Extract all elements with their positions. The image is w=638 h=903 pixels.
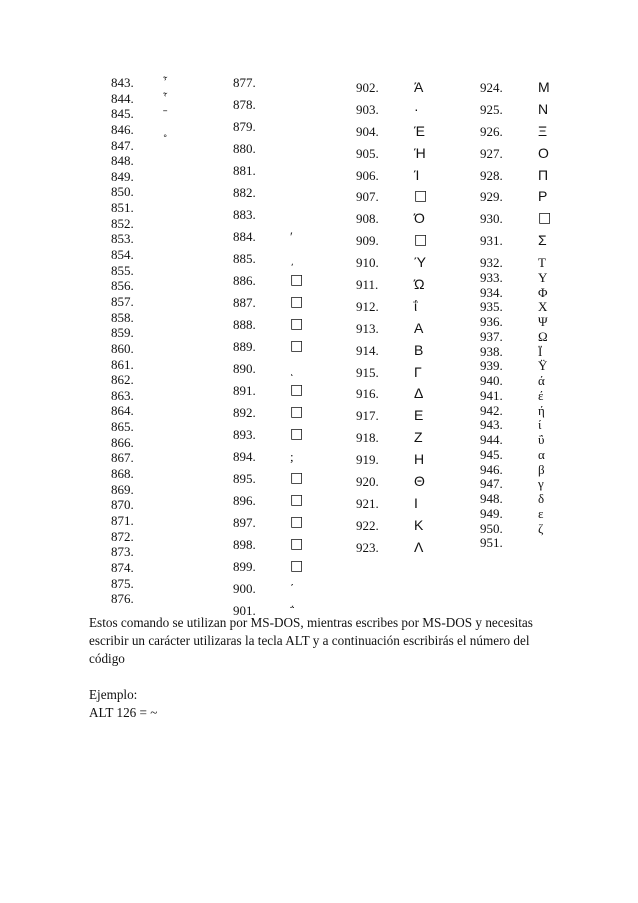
- code-number: 906.: [356, 167, 379, 183]
- code-row: [480, 124, 590, 146]
- code-row: [480, 314, 590, 329]
- code-number: 882.: [233, 185, 256, 200]
- character-glyph: Ν: [538, 100, 549, 117]
- code-number: 941.: [480, 387, 503, 403]
- code-row: [233, 273, 343, 295]
- code-number: 922.: [356, 517, 379, 533]
- character-glyph: ΐ: [414, 297, 418, 314]
- character-glyph: Ϋ: [538, 358, 548, 374]
- character-glyph: ˳: [163, 121, 168, 137]
- character-glyph: Κ: [414, 516, 424, 533]
- code-number: 935.: [480, 299, 503, 315]
- code-number: 879.: [233, 119, 256, 134]
- code-row: [356, 386, 466, 408]
- code-number: 844.: [111, 90, 134, 106]
- code-row: [356, 255, 466, 277]
- code-row: [356, 80, 466, 102]
- code-number: 942.: [480, 402, 503, 418]
- code-number: 950.: [480, 520, 503, 536]
- code-number: 909.: [356, 233, 379, 249]
- code-number: 933.: [480, 269, 503, 285]
- character-glyph: □: [290, 426, 304, 442]
- code-row: [356, 211, 466, 233]
- code-row: [480, 417, 590, 432]
- code-row: [480, 535, 590, 550]
- code-row: [233, 493, 343, 515]
- code-row: [111, 466, 221, 482]
- code-number: 857.: [111, 293, 134, 309]
- code-number: 927.: [480, 145, 503, 161]
- code-row: [233, 383, 343, 405]
- code-row: [356, 430, 466, 452]
- code-column-3: [356, 80, 466, 562]
- character-glyph: □: [414, 232, 428, 249]
- code-number: 940.: [480, 373, 503, 388]
- code-number: 877.: [233, 75, 256, 90]
- character-glyph: Ζ: [414, 429, 423, 446]
- code-row: [233, 405, 343, 427]
- character-glyph: δ: [538, 491, 545, 506]
- code-number: 845.: [111, 106, 134, 122]
- code-row: [233, 97, 343, 119]
- code-row: [233, 163, 343, 185]
- code-number: 898.: [233, 537, 256, 552]
- character-glyph: □: [290, 338, 304, 354]
- code-row: [111, 231, 221, 247]
- code-number: 931.: [480, 233, 503, 249]
- character-glyph: ΰ: [538, 432, 545, 447]
- explanation-paragraph: Estos comando se utilizan por MS-DOS, mientras escribes por MS-DOS y necesitas escribir un carácter utilizaras la tecla ALT y a continuación escribirás el número del código: [89, 615, 533, 666]
- code-number: 862.: [111, 372, 134, 388]
- code-number: 919.: [356, 452, 379, 468]
- code-number: 863.: [111, 387, 134, 403]
- character-glyph: Τ: [538, 255, 546, 270]
- code-number: 875.: [111, 575, 134, 591]
- code-row: [480, 521, 590, 536]
- code-number: 948.: [480, 491, 503, 506]
- code-row: [356, 146, 466, 168]
- character-glyph: Θ: [414, 473, 425, 490]
- code-number: 943.: [480, 417, 503, 433]
- character-glyph: Λ: [414, 538, 424, 555]
- character-glyph: □: [290, 492, 304, 508]
- code-column-4-upper: [480, 80, 590, 255]
- code-number: 855.: [111, 262, 134, 278]
- code-row: [480, 506, 590, 521]
- character-glyph: ΄: [290, 581, 295, 596]
- code-row: [233, 339, 343, 361]
- character-glyph: □: [290, 404, 304, 420]
- character-glyph: Ψ: [538, 314, 548, 329]
- code-row: [356, 321, 466, 343]
- code-row: [356, 408, 466, 430]
- code-row: [480, 476, 590, 491]
- character-glyph: Ί: [414, 166, 420, 183]
- character-glyph: έ: [538, 387, 544, 403]
- character-glyph: Η: [414, 451, 425, 468]
- code-row: [111, 357, 221, 373]
- code-row: [111, 435, 221, 451]
- character-glyph: Ϊ: [538, 343, 543, 359]
- code-row: [111, 184, 221, 200]
- code-row: [111, 450, 221, 466]
- character-glyph: ή: [538, 402, 545, 418]
- code-row: [233, 207, 343, 229]
- code-number: 890.: [233, 361, 256, 376]
- code-number: 881.: [233, 163, 256, 178]
- code-row: [233, 361, 343, 383]
- code-row: [233, 229, 343, 251]
- character-glyph: □: [290, 558, 304, 574]
- character-glyph: □: [290, 382, 304, 398]
- code-number: 869.: [111, 481, 134, 497]
- code-row: [480, 491, 590, 506]
- code-number: 895.: [233, 471, 256, 486]
- code-row: [356, 540, 466, 562]
- character-glyph: ά: [538, 373, 545, 388]
- character-glyph: Ξ: [538, 122, 548, 139]
- code-number: 949.: [480, 505, 503, 521]
- code-row: [480, 358, 590, 373]
- code-row: [356, 474, 466, 496]
- code-row: [480, 388, 590, 403]
- code-number: 926.: [480, 123, 503, 139]
- code-row: [480, 403, 590, 418]
- code-row: [480, 255, 590, 270]
- code-row: [480, 432, 590, 447]
- code-row: [356, 277, 466, 299]
- code-number: 903.: [356, 101, 379, 117]
- code-number: 913.: [356, 320, 379, 336]
- code-number: 872.: [111, 528, 134, 544]
- code-number: 938.: [480, 343, 503, 359]
- code-number: 945.: [480, 446, 503, 462]
- code-number: 846.: [111, 121, 134, 137]
- code-row: [356, 365, 466, 387]
- code-number: 856.: [111, 278, 134, 294]
- code-row: [480, 329, 590, 344]
- code-number: 851.: [111, 200, 134, 216]
- code-number: 934.: [480, 284, 503, 300]
- character-glyph: Ρ: [538, 188, 548, 205]
- code-number: 891.: [233, 383, 256, 398]
- code-number: 892.: [233, 405, 256, 420]
- code-row: [480, 373, 590, 388]
- character-glyph: ε: [538, 505, 544, 521]
- code-row: [480, 80, 590, 102]
- code-number: 852.: [111, 215, 134, 231]
- character-glyph: Μ: [538, 79, 550, 95]
- code-row: [356, 343, 466, 365]
- code-number: 936.: [480, 314, 503, 329]
- code-number: 911.: [356, 277, 379, 293]
- code-number: 859.: [111, 325, 134, 341]
- character-glyph: ΅: [290, 603, 295, 618]
- code-row: [111, 591, 221, 607]
- code-row: [111, 388, 221, 404]
- code-row: [111, 372, 221, 388]
- code-number: 847.: [111, 137, 134, 153]
- code-row: [111, 310, 221, 326]
- code-number: 932.: [480, 255, 503, 270]
- character-glyph: Χ: [538, 299, 548, 315]
- code-number: 937.: [480, 328, 503, 344]
- code-number: 905.: [356, 145, 379, 161]
- code-number: 908.: [356, 211, 379, 227]
- code-number: 888.: [233, 317, 256, 332]
- code-row: [480, 462, 590, 477]
- character-glyph: □: [290, 294, 304, 310]
- code-number: 923.: [356, 539, 379, 555]
- code-number: 861.: [111, 356, 134, 372]
- example-label: Ejemplo:: [89, 687, 138, 702]
- code-row: [233, 119, 343, 141]
- character-glyph: Υ: [538, 269, 548, 285]
- code-number: 947.: [480, 476, 503, 492]
- code-row: [356, 233, 466, 255]
- code-row: [233, 141, 343, 163]
- code-number: 853.: [111, 231, 134, 247]
- character-glyph: γ: [538, 476, 544, 492]
- code-number: 939.: [480, 358, 503, 374]
- code-row: [480, 102, 590, 124]
- code-number: 910.: [356, 255, 379, 271]
- code-row: [233, 537, 343, 559]
- code-number: 865.: [111, 419, 134, 435]
- character-glyph: Ώ: [414, 276, 425, 293]
- code-number: 924.: [480, 80, 503, 95]
- code-row: [480, 168, 590, 190]
- code-number: 928.: [480, 167, 503, 183]
- code-row: [111, 200, 221, 216]
- character-glyph: Έ: [414, 122, 425, 139]
- code-number: 860.: [111, 340, 134, 356]
- code-number: 904.: [356, 123, 379, 139]
- code-row: [356, 102, 466, 124]
- character-glyph: ·: [414, 100, 419, 117]
- code-row: [111, 325, 221, 341]
- character-glyph: β: [538, 461, 545, 477]
- character-glyph: Δ: [414, 385, 424, 402]
- character-glyph: Π: [538, 166, 549, 183]
- code-number: 854.: [111, 247, 134, 263]
- character-glyph: Ι: [414, 494, 418, 511]
- code-number: 870.: [111, 497, 134, 513]
- code-number: 951.: [480, 535, 503, 551]
- character-glyph: □: [538, 210, 552, 227]
- code-number: 921.: [356, 495, 379, 511]
- code-row: [356, 452, 466, 474]
- character-glyph: □: [290, 470, 304, 486]
- code-row: [480, 270, 590, 285]
- code-row: [111, 529, 221, 545]
- code-number: 848.: [111, 153, 134, 169]
- code-row: [111, 544, 221, 560]
- character-glyph: Β: [414, 341, 424, 358]
- code-row: [111, 122, 221, 138]
- code-row: [111, 513, 221, 529]
- character-glyph: ˉ: [163, 106, 168, 122]
- character-glyph: Ό: [414, 210, 425, 227]
- code-row: [233, 471, 343, 493]
- code-number: 850.: [111, 184, 134, 200]
- code-number: 866.: [111, 434, 134, 450]
- character-glyph: Σ: [538, 232, 547, 249]
- code-number: 884.: [233, 229, 256, 244]
- code-row: [480, 299, 590, 314]
- code-number: 887.: [233, 295, 256, 310]
- code-row: [111, 278, 221, 294]
- code-row: [111, 341, 221, 357]
- code-row: [233, 427, 343, 449]
- character-glyph: Ε: [414, 407, 424, 424]
- code-number: 914.: [356, 342, 379, 358]
- character-glyph: ί: [538, 417, 542, 433]
- code-number: 883.: [233, 207, 256, 222]
- code-number: 907.: [356, 189, 379, 205]
- code-row: [111, 91, 221, 107]
- code-number: 858.: [111, 309, 134, 325]
- character-glyph: Γ: [414, 363, 422, 380]
- code-number: 920.: [356, 474, 379, 490]
- code-row: [233, 185, 343, 207]
- code-row: [233, 75, 343, 97]
- code-row: [480, 146, 590, 168]
- code-row: [233, 449, 343, 471]
- character-glyph: Ή: [414, 144, 426, 161]
- character-glyph: □: [290, 272, 304, 288]
- code-row: [111, 403, 221, 419]
- code-number: 929.: [480, 189, 503, 205]
- code-row: [233, 581, 343, 603]
- character-glyph: ͺ: [290, 361, 295, 376]
- code-number: 843.: [111, 75, 134, 90]
- character-glyph: Ύ: [414, 254, 426, 271]
- code-number: 880.: [233, 141, 256, 156]
- code-column-4-lower: [480, 255, 590, 550]
- code-number: 925.: [480, 101, 503, 117]
- code-row: [480, 447, 590, 462]
- code-number: 912.: [356, 298, 379, 314]
- code-row: [111, 153, 221, 169]
- code-row: [233, 515, 343, 537]
- code-row: [111, 263, 221, 279]
- code-row: [111, 482, 221, 498]
- example-value: ALT 126 = ~: [89, 705, 158, 720]
- code-row: [356, 189, 466, 211]
- character-glyph: α: [538, 446, 545, 462]
- code-row: [233, 317, 343, 339]
- code-row: [111, 106, 221, 122]
- code-row: [480, 233, 590, 255]
- code-row: [356, 168, 466, 190]
- code-number: 876.: [111, 591, 134, 607]
- code-number: 889.: [233, 339, 256, 354]
- code-row: [111, 576, 221, 592]
- code-number: 893.: [233, 427, 256, 442]
- code-row: [233, 251, 343, 273]
- code-row: [480, 344, 590, 359]
- code-row: [111, 138, 221, 154]
- code-row: [480, 189, 590, 211]
- code-number: 900.: [233, 581, 256, 596]
- code-number: 878.: [233, 97, 256, 112]
- character-glyph: ζ: [538, 520, 544, 536]
- character-glyph: ʹ: [290, 229, 293, 244]
- character-glyph: □: [290, 536, 304, 552]
- character-glyph: Ά: [414, 79, 424, 95]
- character-glyph: Φ: [538, 284, 548, 300]
- character-glyph: Ο: [538, 144, 549, 161]
- code-number: 915.: [356, 364, 379, 380]
- code-column-1: [111, 75, 221, 607]
- character-glyph: Α: [414, 319, 424, 336]
- code-row: [233, 559, 343, 581]
- code-number: 864.: [111, 403, 134, 419]
- code-number: 868.: [111, 466, 134, 482]
- code-row: [480, 211, 590, 233]
- code-row: [356, 299, 466, 321]
- explanation-text: [89, 614, 549, 722]
- code-number: 902.: [356, 80, 379, 95]
- character-glyph: □: [414, 188, 428, 205]
- code-row: [356, 496, 466, 518]
- code-row: [111, 294, 221, 310]
- code-row: [356, 518, 466, 540]
- code-number: 871.: [111, 512, 134, 528]
- code-number: 897.: [233, 515, 256, 530]
- code-number: 899.: [233, 559, 256, 574]
- code-number: 894.: [233, 449, 256, 464]
- code-number: 849.: [111, 168, 134, 184]
- code-number: 917.: [356, 408, 379, 424]
- character-glyph: ;: [290, 449, 294, 464]
- character-glyph: Ω: [538, 328, 548, 344]
- code-row: [356, 124, 466, 146]
- code-row: [111, 419, 221, 435]
- code-number: 885.: [233, 251, 256, 266]
- code-number: 916.: [356, 386, 379, 402]
- code-number: 867.: [111, 450, 134, 466]
- code-row: [111, 169, 221, 185]
- character-glyph: ῏: [163, 75, 168, 90]
- character-glyph: □: [290, 316, 304, 332]
- code-number: 896.: [233, 493, 256, 508]
- code-row: [111, 497, 221, 513]
- code-number: 873.: [111, 544, 134, 560]
- code-number: 930.: [480, 211, 503, 227]
- code-number: 901.: [233, 603, 256, 618]
- code-row: [111, 216, 221, 232]
- character-glyph: ͵: [290, 251, 295, 266]
- code-number: 886.: [233, 273, 256, 288]
- character-glyph: ῟: [163, 90, 168, 106]
- character-glyph: □: [290, 514, 304, 530]
- code-column-2: [233, 75, 343, 625]
- code-number: 944.: [480, 432, 503, 447]
- code-row: [233, 295, 343, 317]
- code-row: [111, 560, 221, 576]
- code-row: [111, 247, 221, 263]
- code-number: 946.: [480, 461, 503, 477]
- code-number: 874.: [111, 559, 134, 575]
- code-row: [111, 75, 221, 91]
- code-number: 918.: [356, 430, 379, 446]
- code-row: [480, 285, 590, 300]
